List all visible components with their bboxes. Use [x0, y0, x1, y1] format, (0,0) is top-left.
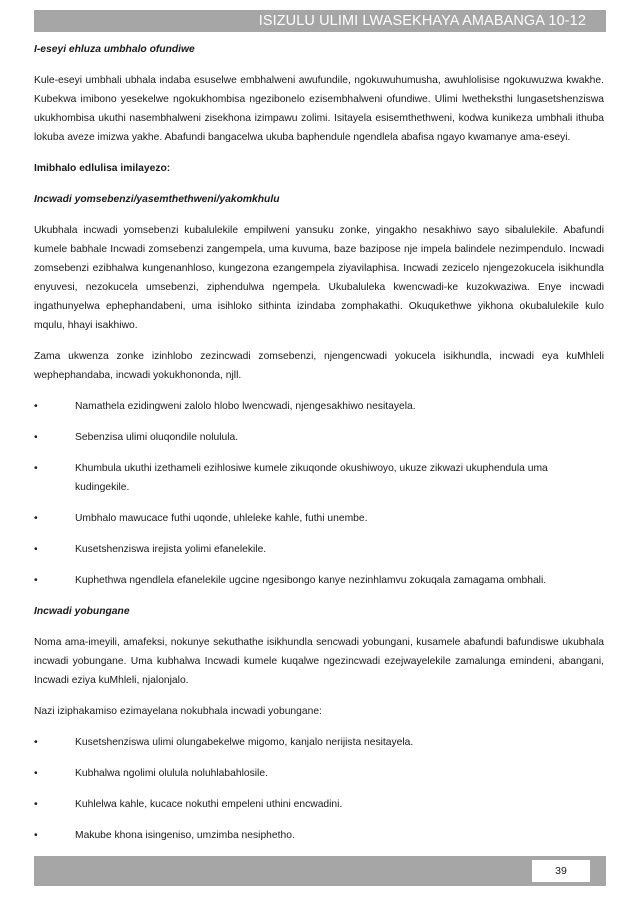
- list-item-text: Kusetshenziswa ulimi olungabekelwe migomo, kanjalo nerijista nesitayela.: [75, 737, 414, 748]
- bullet-icon: •: [34, 737, 38, 748]
- bullet-icon: •: [34, 575, 38, 586]
- list-item: [34, 764, 604, 783]
- list-item-text: Khumbula ukuthi izethameli ezihlosiwe kumele zikuqonde okushiwoyo, ukuze zikwazi ukuphendula uma kudingekile.: [75, 463, 548, 493]
- bullet-icon: •: [34, 768, 38, 779]
- list-item: [34, 397, 604, 416]
- section-heading-imibhalo: Imibhalo edlulisa imilayezo:: [34, 163, 171, 174]
- section-heading-incwadi-yomsebenzi: Incwadi yomsebenzi/yasemthethweni/yakomkhulu: [34, 194, 280, 205]
- running-header-title: ISIZULU ULIMI LWASEKHAYA AMABANGA 10-12: [258, 13, 586, 29]
- list-item-text: Namathela ezidingweni zalolo hlobo lwencwadi, njengesakhiwo nesitayela.: [75, 401, 416, 412]
- list-item: [34, 459, 604, 497]
- page-content: [34, 40, 604, 888]
- section-heading-incwadi-yobungane: Incwadi yobungane: [34, 606, 130, 617]
- list-item-text: Kuphethwa ngendlela efanelekile ugcine ngesibongo kanye nezinhlamvu zokuqala zamagama ombhali.: [75, 575, 547, 586]
- list-item: [34, 733, 604, 752]
- list-item-text: Kuhlelwa kahle, kucace nokuthi empeleni uthini encwadini.: [75, 799, 343, 810]
- section-heading-eseyi: I-eseyi ehluza umbhalo ofundiwe: [34, 44, 195, 55]
- list-item: [34, 571, 604, 590]
- list-item-text: Umbhalo mawucace futhi uqonde, uhleleke kahle, futhi unembe.: [75, 513, 368, 524]
- footer-band: [34, 856, 606, 886]
- list-item-text: Kubhalwa ngolimi olulula noluhlabahlosile.: [75, 768, 268, 779]
- page-number: 39: [532, 860, 590, 882]
- list-item-text: Sebenzisa ulimi oluqondile nolulula.: [75, 432, 239, 443]
- bullet-icon: •: [34, 830, 38, 841]
- list-item-text: Kusetshenziswa irejista yolimi efanelekile.: [75, 544, 267, 555]
- paragraph-incwadi-yobungane-2: Nazi iziphakamiso ezimayelana nokubhala incwadi yobungane:: [34, 706, 322, 717]
- bullet-icon: •: [34, 799, 38, 810]
- paragraph-incwadi-yomsebenzi-2: Zama ukwenza zonke izinhlobo zezincwadi zomsebenzi, njengencwadi yokucela isikhundla, incwadi eya kuMhleli wephephandaba, incwadi yokukhononda, njll.: [34, 351, 604, 381]
- bullet-icon: •: [34, 544, 38, 555]
- list-item: [34, 540, 604, 559]
- bullet-list-incwadi-yobungane: [34, 733, 604, 876]
- paragraph-incwadi-yomsebenzi-1: Ukubhala incwadi yomsebenzi kubalulekile empilweni yansuku zonke, yingakho nesakhiwo sayo sibalulekile. Abafundi kumele babhale Incwadi zomsebenzi zangempela, uma kuvuma, baze bazipose nje impela balindele nezimpendulo. Incwadi zomsebenzi ezibhalwa kungenanhloso, kungezona ezangempela ziyavilaphisa. Incwadi zezicelo njengezokucela isikhundla enyuvesi, nezokucela umsebenzi, ziphendulwa ngempela. Ukubaluleka kwencwadi-ke kuzokwaziwa. Enye incwadi ingathunyelwa ephephandabeni, uma isihloko sithinta izindaba zomphakathi. Okuqukethwe yikhona okubalulekile kulo mqulu, hhayi isakhiwo.: [34, 225, 604, 331]
- bullet-icon: •: [34, 401, 38, 412]
- bullet-icon: •: [34, 513, 38, 524]
- list-item: [34, 428, 604, 447]
- paragraph-eseyi: Kule-eseyi umbhali ubhala indaba esuselwe embhalweni awufundile, ngokuwuhumusha, awuhlolisise ngokuwuzwa kwakhe. Kubekwa imibono yesekelwe ngokukhombisa ngezibonelo ezisembhalweni ofundiwe. Ulimi lwetheksthi lungasetshenziswa ukukhombisa ukuthi nasembhalweni zisekhona izimpawu zolimi. Isitayela esisemthethweni, kodwa kunikeza umbhali ithuba lokuba aveze imizwa yakhe. Abafundi bangacelwa ukuba baphendule ngendlela abafisa ngayo kwamanye ama-eseyi.: [34, 75, 604, 143]
- paragraph-incwadi-yobungane-1: Noma ama-imeyili, amafeksi, nokunye sekuthathe isikhundla sencwadi yobungani, kusamele abafundi bafundiswe ukubhala incwadi yobungane. Uma kubhalwa Incwadi kumele kuqalwe ngezincwadi ezejwayelekile zamalunga emindeni, abangani, Incwadi eziya kuMhleli, njalonjalo.: [34, 637, 604, 686]
- list-item-text: Makube khona isingeniso, umzimba nesiphetho.: [75, 830, 295, 841]
- bullet-icon: •: [34, 463, 38, 474]
- list-item: [34, 795, 604, 814]
- bullet-icon: •: [34, 432, 38, 443]
- list-item: [34, 509, 604, 528]
- list-item: [34, 826, 604, 845]
- bullet-list-incwadi-yomsebenzi: [34, 397, 604, 590]
